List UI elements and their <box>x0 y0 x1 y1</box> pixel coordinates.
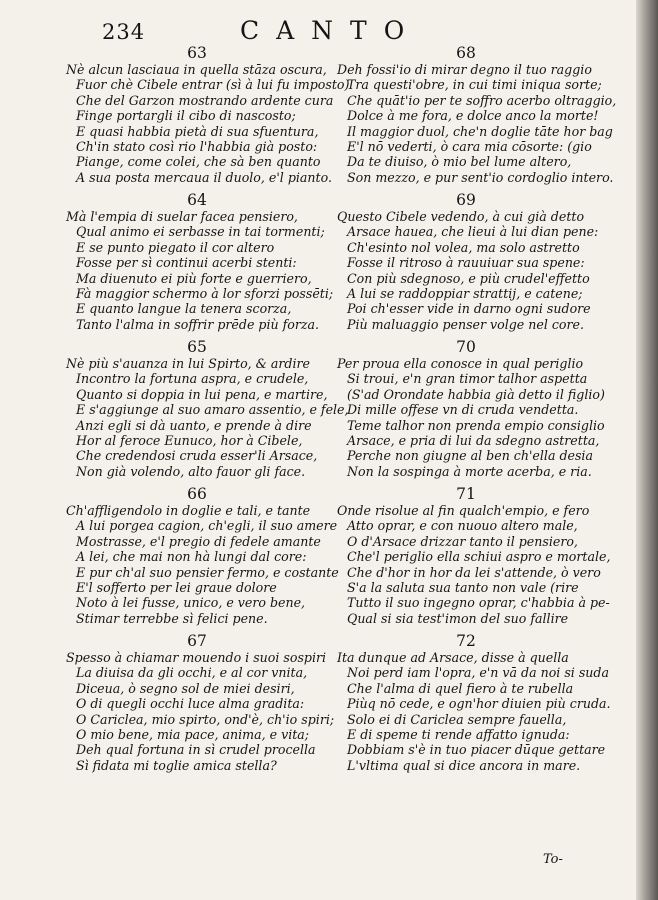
verse-line: Mostrasse, e'l pregio di fedele amante <box>76 533 321 549</box>
stanza-number: 69 <box>456 191 476 209</box>
verse-line: Ita dunque ad Arsace, disse à quella <box>337 650 569 665</box>
verse-line: Con più sdegnoso, e più crudel'effetto <box>347 270 590 286</box>
stanza <box>337 485 611 632</box>
verse-line: Dolce à me fora, e dolce anco la morte! <box>347 108 599 124</box>
verse-line: Deh qual fortuna in sì crudel procella <box>76 742 316 758</box>
catchword: To- <box>543 852 563 867</box>
verse-line: Mà l'empia di suelar facea pensiero, <box>66 209 298 224</box>
verse-line: Noto à lei fusse, unico, e vero bene, <box>76 595 306 611</box>
verse-line: Poi ch'esser vide in darno ogni sudore <box>347 301 591 317</box>
verse-line: Perche non giugne al ben ch'ella desia <box>347 448 593 464</box>
verse-line: E se punto piegato il cor altero <box>76 239 275 255</box>
verse-line: (S'ad Orondate habbia già detto il figlio) <box>347 386 605 402</box>
verse-line: A sua posta mercaua il duolo, e'l pianto. <box>76 169 332 185</box>
verse-line: A lui se raddoppiar strattij, e catene; <box>347 286 583 302</box>
stanza-number: 68 <box>456 44 476 62</box>
verse-line: Noi perd iam l'opra, e'n vā da noi si suda <box>347 665 609 681</box>
verse-line: Che l'alma di quel fiero à te rubella <box>347 680 574 696</box>
stanza <box>66 338 349 485</box>
verse-line: Nè più s'auanza in lui Spirto, & ardire <box>66 356 310 371</box>
verse-line: Ma diuenuto ei più forte e guerriero, <box>76 270 312 286</box>
stanza <box>66 44 350 191</box>
verse-line: Qual animo ei serbasse in tai tormenti; <box>76 224 325 240</box>
verse-line: O mio bene, mia pace, anima, e vita; <box>76 727 310 743</box>
verse-line: Di mille offese vn di cruda vendetta. <box>347 402 579 418</box>
stanza <box>337 44 617 191</box>
verse-line: La diuisa da gli occhi, e al cor vnita, <box>76 665 308 681</box>
verse-line: Solo ei di Cariclea sempre fauella, <box>347 711 567 727</box>
stanza-number: 67 <box>187 632 207 650</box>
verse-line: O Cariclea, mio spirto, ond'è, ch'io spiri; <box>76 711 335 727</box>
verse-line: Per proua ella conosce in qual periglio <box>337 356 584 371</box>
verse-line: Diceua, ò segno sol de miei desiri, <box>76 680 295 696</box>
verse-line: Nè alcun lasciaua in quella stāza oscura, <box>66 62 327 77</box>
verse-line: E s'aggiunge al suo amaro assentio, e fele, <box>76 402 349 418</box>
stanza-number: 64 <box>187 191 207 209</box>
stanza <box>66 191 334 338</box>
verse-line: Dobbiam s'è in tuo piacer dūque gettare <box>347 742 606 758</box>
verse-line: Che del Garzon mostrando ardente cura <box>76 92 334 108</box>
stanza <box>337 338 605 485</box>
stanza <box>337 632 611 779</box>
verse-line: Fosse il ritroso à rauuiuar sua spene: <box>347 255 585 271</box>
verse-line: Tra questi'obre, in cui timi iniqua sorte; <box>347 77 602 93</box>
verse-line: Ch'esinto nol volea, ma solo astretto <box>347 239 580 255</box>
verse-line: Quanto si doppia in lui pena, e martire, <box>76 386 328 402</box>
verse-line: Che'l periglio ella schiui aspro e mortale, <box>347 549 611 565</box>
verse-line: Tanto l'alma in soffrir prēde più forza. <box>76 316 320 332</box>
verse-line: Fà maggior schermo à lor sforzi possēti; <box>76 286 334 302</box>
verse-line: Incontro la fortuna aspra, e crudele, <box>76 371 309 387</box>
verse-line: S'a la saluta sua tanto non vale (rire <box>347 580 579 596</box>
verse-line: A lui porgea cagion, ch'egli, il suo amere <box>76 518 338 534</box>
verse-line: Arsace hauea, che lieui à lui dian pene: <box>347 224 599 240</box>
right-column <box>337 44 617 779</box>
verse-line: Qual si sia test'imon del suo fallire <box>347 610 569 626</box>
verse-line: Arsace, e pria di lui da sdegno astretta, <box>347 433 600 449</box>
stanza-number: 71 <box>456 485 476 503</box>
verse-line: Più maluaggio penser volge nel core. <box>347 316 584 332</box>
verse-line: Il maggior duol, che'n doglie tāte hor bag <box>347 123 613 139</box>
verse-line: O di quegli occhi luce alma gradita: <box>76 696 305 712</box>
stanza <box>337 191 599 338</box>
page-edge-shadow <box>636 0 658 900</box>
verse-line: Sì fidata mi toglie amica stella? <box>76 757 277 773</box>
verse-line: Ch'affligendolo in doglie e tali, e tante <box>66 503 311 518</box>
left-column <box>66 44 350 779</box>
verse-line: O d'Arsace drizzar tanto il pensiero, <box>347 533 578 549</box>
verse-line: E quanto langue la tenera scorza, <box>76 301 292 317</box>
verse-line: A lei, che mai non hà lungi dal core: <box>76 549 307 565</box>
verse-line: Questo Cibele vedendo, à cui già detto <box>337 209 585 224</box>
verse-line: L'vltima qual si dice ancora in mare. <box>347 757 581 773</box>
verse-line: E pur ch'al suo pensier fermo, e costante <box>76 564 339 580</box>
verse-line: Teme talhor non prenda empio consiglio <box>347 417 605 433</box>
verse-line: Non già volendo, alto fauor gli face. <box>76 463 306 479</box>
verse-line: Piùq nō cede, e ogn'hor diuien più cruda. <box>347 696 611 712</box>
stanza-number: 65 <box>187 338 207 356</box>
verse-line: Non la sospinga à morte acerba, e ria. <box>347 463 592 479</box>
verse-line: Onde risolue al fin qualch'empio, e fero <box>337 503 590 518</box>
stanza-number: 70 <box>456 338 476 356</box>
verse-line: Che credendosi cruda esser'li Arsace, <box>76 448 318 464</box>
page-number: 234 <box>102 20 146 44</box>
verse-line: Spesso à chiamar mouendo i suoi sospiri <box>66 650 327 665</box>
verse-line: E'l sofferto per lei graue dolore <box>76 580 277 596</box>
verse-line: Anzi egli si dà uanto, e prende à dire <box>76 417 312 433</box>
stanza-number: 72 <box>456 632 476 650</box>
verse-line: Hor al feroce Eunuco, hor à Cibele, <box>76 433 303 449</box>
verse-line: E di speme ti rende affatto ignuda: <box>347 727 570 743</box>
running-title: CANTO <box>240 16 422 45</box>
verse-line: Fosse per sì continui acerbi stenti: <box>76 255 297 271</box>
verse-line: Piange, come colei, che sà ben quanto <box>76 154 321 170</box>
verse-line: Fuor chè Cibele entrar (sì à lui fu imposto) <box>76 77 350 93</box>
verse-line: Che quāt'io per te soffro acerbo oltraggio, <box>347 92 617 108</box>
verse-line: Son mezzo, e pur sent'io cordoglio intero. <box>347 169 614 185</box>
verse-line: Deh fossi'io di mirar degno il tuo raggio <box>337 62 592 77</box>
verse-line: Da te diuiso, ò mio bel lume altero, <box>347 154 572 170</box>
verse-line: Ch'in stato così rio l'habbia già posto: <box>76 139 318 155</box>
verse-line: Finge portargli il cibo di nascosto; <box>76 108 296 124</box>
verse-line: E'l nō vederti, ò cara mia cōsorte: (gio <box>347 139 592 155</box>
verse-line: Si troui, e'n gran timor talhor aspetta <box>347 371 588 387</box>
verse-line: E quasi habbia pietà di sua sfuentura, <box>76 123 319 139</box>
stanza <box>66 485 339 632</box>
verse-line: Tutto il suo ingegno oprar, c'habbia à pe- <box>347 595 610 611</box>
stanza-number: 63 <box>187 44 207 62</box>
stanza-number: 66 <box>187 485 207 503</box>
verse-line: Che d'hor in hor da lei s'attende, ò vero <box>347 564 601 580</box>
verse-line: Atto oprar, e con nuouo altero male, <box>347 518 578 534</box>
verse-line: Stimar terrebbe sì felici pene. <box>76 610 268 626</box>
stanza <box>66 632 335 779</box>
